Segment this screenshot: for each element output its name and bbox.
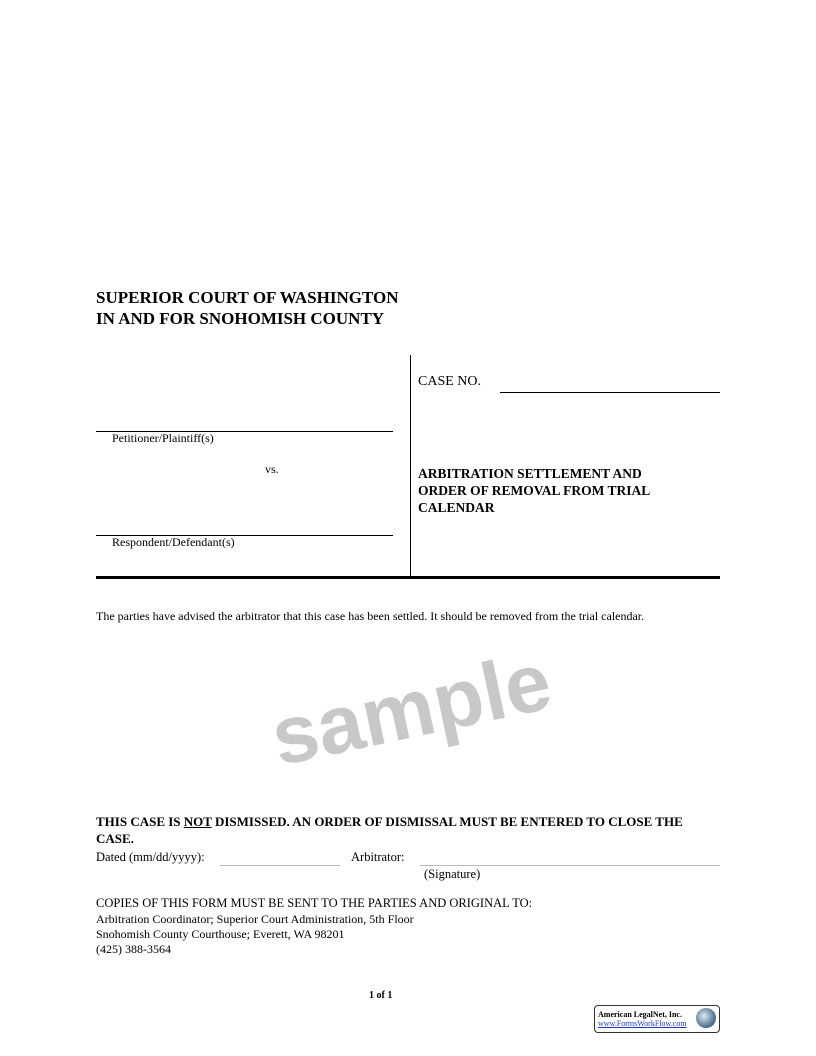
- court-name-line2: IN AND FOR SNOHOMISH COUNTY: [96, 309, 385, 328]
- form-title-line3: CALENDAR: [418, 500, 495, 515]
- settlement-statement: The parties have advised the arbitrator that this case has been settled. It should be removed from the trial calendar.: [96, 609, 645, 623]
- copies-phone: (425) 388-3564: [96, 942, 171, 956]
- notice-emphasis: NOT: [183, 814, 212, 829]
- logo-company: American LegalNet, Inc.: [598, 1010, 682, 1019]
- caption-divider: [410, 355, 411, 577]
- case-no-field[interactable]: [500, 376, 720, 393]
- logo-url-link[interactable]: www.FormsWorkFlow.com: [598, 1019, 687, 1028]
- page-number: 1 of 1: [369, 990, 393, 1001]
- arbitrator-label: Arbitrator:: [351, 850, 405, 864]
- arbitrator-signature-field[interactable]: [420, 851, 720, 866]
- court-name-line1: SUPERIOR COURT OF WASHINGTON: [96, 288, 399, 307]
- not-dismissed-notice: [96, 814, 683, 829]
- notice-line2: CASE.: [96, 831, 134, 846]
- copies-address-line1: Arbitration Coordinator; Superior Court Administration, 5th Floor: [96, 912, 414, 926]
- notice-text: THIS CASE IS: [96, 814, 184, 829]
- sample-watermark: sample: [263, 635, 559, 784]
- case-no-label: CASE NO.: [418, 374, 482, 389]
- globe-icon: [696, 1008, 716, 1028]
- signature-label: (Signature): [424, 867, 481, 881]
- copies-heading: COPIES OF THIS FORM MUST BE SENT TO THE PARTIES AND ORIGINAL TO:: [96, 896, 533, 910]
- copies-address-line2: Snohomish County Courthouse; Everett, WA 98201: [96, 927, 345, 941]
- dated-label: Dated (mm/dd/yyyy):: [96, 850, 205, 864]
- americanlegalnet-logo[interactable]: [594, 1005, 720, 1033]
- caption-bottom-rule: [96, 576, 720, 579]
- respondent-label: Respondent/Defendant(s): [112, 535, 235, 549]
- notice-text-cont: DISMISSED. AN ORDER OF DISMISSAL MUST BE ENTERED TO CLOSE THE: [211, 814, 683, 829]
- vs-label: vs.: [265, 462, 279, 476]
- dated-field[interactable]: [220, 851, 340, 866]
- petitioner-label: Petitioner/Plaintiff(s): [112, 431, 214, 445]
- form-title-line2: ORDER OF REMOVAL FROM TRIAL: [418, 483, 651, 498]
- form-title-line1: ARBITRATION SETTLEMENT AND: [418, 466, 642, 481]
